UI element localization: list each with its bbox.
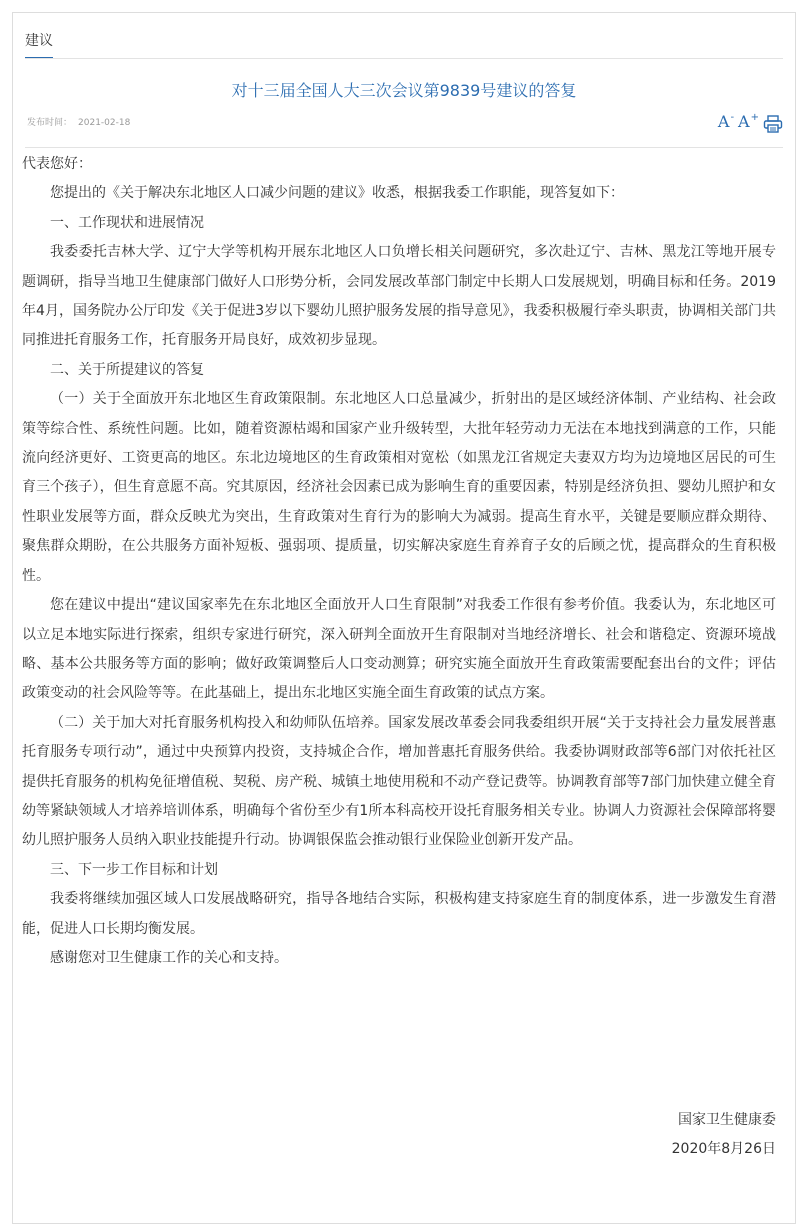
publish-label: 发布时间： [27,118,73,128]
signature-organization: 国家卫生健康委 [678,1112,776,1128]
font-increase-sign: + [750,112,759,123]
section-tab[interactable]: 建议 [25,33,53,59]
font-increase-button[interactable] [738,113,759,131]
signature-block [672,1106,776,1164]
font-decrease-button[interactable] [718,113,734,131]
body-paragraph: （二）关于加大对托育服务机构投入和幼师队伍培养。国家发展改革委会同我委组织开展“关于支持社会力量发展普惠托育服务专项行动”，通过中央预算内投资，支持城企合作，增加普惠托育服务供给。我委协调财政部等6部门对依托社区提供托育服务的机构免征增值税、契税、房产税、城镇土地使用税和不动产登记费等。协调教育部等7部门加快建立健全育幼等紧缺领域人才培养培训体系，明确每个省份至少有1所本科高校开设托育服务相关专业。协调人力资源社会保障部将婴幼儿照护服务人员纳入职业技能提升行动。协调银保监会推动银行业保险业创新开发产品。 [22,714,776,849]
article-body [22,150,776,973]
article-tools [718,113,783,133]
closing-paragraph: 感谢您对卫生健康工作的关心和支持。 [50,949,288,966]
meta-divider [25,147,783,148]
body-paragraph: 我委委托吉林大学、辽宁大学等机构开展东北地区人口负增长相关问题研究，多次赴辽宁、吉林、黑龙江等地开展专题调研，指导当地卫生健康部门做好人口形势分析，会同发展改革部门制定中长期人口发展规划，明确目标和任务。2019年4月，国务院办公厅印发《关于促进3岁以下婴幼儿照护服务发展的指导意见》，我委积极履行牵头职责，协调相关部门共同推进托育服务工作，托育服务开局良好，成效初步显现。 [22,244,776,349]
publish-meta [27,117,130,129]
section-heading-1: 一、工作现状和进展情况 [50,214,204,231]
body-paragraph: 您在建议中提出“建议国家率先在东北地区全面放开人口生育限制”对我委工作很有参考价值。我委认为，东北地区可以立足本地实际进行探索，组织专家进行研究，深入研判全面放开生育限制对当地经济增长、社会和谐稳定、资源环境战略、基本公共服务等方面的影响；做好政策调整后人口变动测算；研究实施全面放开生育政策需要配套出台的文件；评估政策变动的社会风险等等。在此基础上，提出东北地区实施全面生育政策的试点方案。 [22,597,776,702]
page-title: 对十三届全国人大三次会议第9839号建议的答复 [231,81,577,100]
section-heading-3: 三、下一步工作目标和计划 [50,861,218,878]
salutation: 代表您好： [22,156,92,172]
intro-paragraph: 您提出的《关于解决东北地区人口减少问题的建议》收悉，根据我委工作职能，现答复如下： [50,185,624,202]
font-increase-icon: A [738,112,750,131]
body-paragraph: 我委将继续加强区域人口发展战略研究，指导各地结合实际，积极构建支持家庭生育的制度体系，进一步激发生育潜能，促进人口长期均衡发展。 [22,891,776,937]
signature-date: 2020年8月26日 [671,1141,776,1157]
section-heading-2: 二、关于所提建议的答复 [50,361,204,378]
publish-date: 2021-02-18 [78,118,131,128]
font-decrease-sign: - [730,112,735,123]
tab-divider [25,58,783,59]
font-decrease-icon: A [717,112,730,131]
print-icon[interactable] [763,115,783,133]
body-paragraph: （一）关于全面放开东北地区生育政策限制。东北地区人口总量减少，折射出的是区域经济体制、产业结构、社会政策等综合性、系统性问题。比如，随着资源枯竭和国家产业升级转型，大批年轻劳动力无法在本地找到满意的工作，只能流向经济更好、工资更高的地区。东北边境地区的生育政策相对宽松（如黑龙江省规定夫妻双方均为边境地区居民的可生育三个孩子），但生育意愿不高。究其原因，经济社会因素已成为影响生育的重要因素，特别是经济负担、婴幼儿照护和女性职业发展等方面，群众反映尤为突出，生育政策对生育行为的影响大为减弱。提高生育水平，关键是要顺应群众期待、聚焦群众期盼，在公共服务方面补短板、强弱项、提质量，切实解决家庭生育养育子女的后顾之忧，提高群众的生育积极性。 [22,391,776,584]
